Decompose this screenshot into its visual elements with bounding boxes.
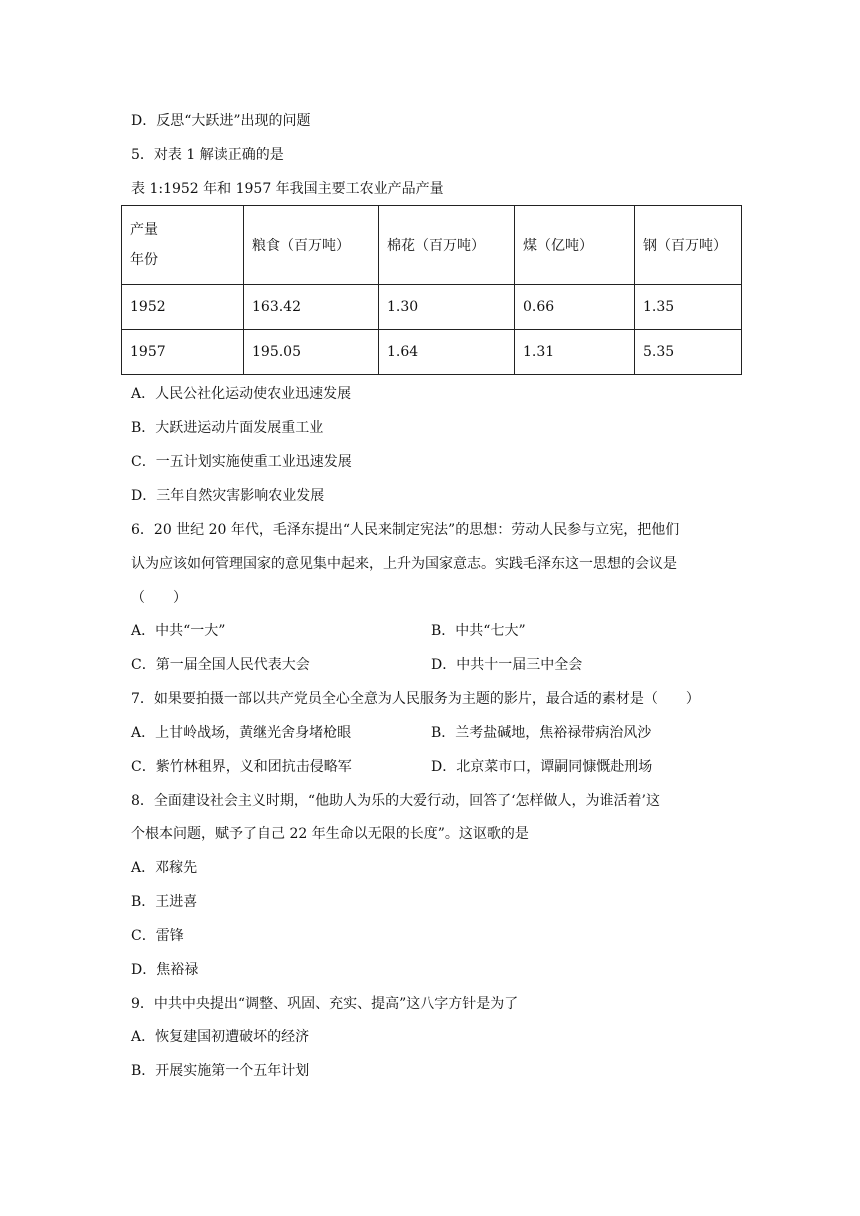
table-corner-header (122, 206, 244, 285)
table-cell: 1.30 (379, 285, 515, 330)
q6-option-c: C．第一届全国人民代表大会 (131, 657, 310, 673)
q5-option-d: D．三年自然灾害影响农业发展 (131, 488, 325, 504)
table-cell: 1957 (122, 330, 244, 375)
header-bottom: 年份 (130, 252, 158, 268)
q5-option-b: B．大跃进运动片面发展重工业 (131, 420, 324, 436)
table-caption: 表 1:1952 年和 1957 年我国主要工农业产品产量 (131, 181, 444, 197)
q9-option-b: B．开展实施第一个五年计划 (131, 1063, 310, 1079)
q8-option-c: C．雷锋 (131, 928, 184, 944)
table-cell: 0.66 (515, 285, 635, 330)
table-cell: 195.05 (244, 330, 379, 375)
q6-option-a: A．中共“一大” (131, 623, 226, 639)
q5-stem: 5．对表 1 解读正确的是 (131, 147, 284, 163)
q6-option-b: B．中共“七大” (431, 623, 526, 639)
q9-option-a: A．恢复建国初遭破坏的经济 (131, 1029, 310, 1045)
col-header: 粮食（百万吨） (244, 206, 379, 285)
col-header: 钢（百万吨） (635, 206, 742, 285)
table-cell: 1.31 (515, 330, 635, 375)
q7-option-d: D．北京菜市口，谭嗣同慷慨赴刑场 (431, 759, 653, 775)
q7-option-a: A．上甘岭战场，黄继光舍身堵枪眼 (131, 725, 352, 741)
q9-stem: 9．中共中央提出“调整、巩固、充实、提高”这八字方针是为了 (131, 996, 519, 1012)
q5-option-c: C．一五计划实施使重工业迅速发展 (131, 454, 352, 470)
q7-stem: 7．如果要拍摄一部以共产党员全心全意为人民服务为主题的影片，最合适的素材是（ ） (131, 691, 700, 707)
header-top: 产量 (130, 222, 158, 238)
table-cell: 1952 (122, 285, 244, 330)
q7-option-b: B．兰考盐碱地，焦裕禄带病治风沙 (431, 725, 652, 741)
table-row (122, 285, 742, 330)
q8-option-a: A．邓稼先 (131, 860, 198, 876)
table-cell: 163.42 (244, 285, 379, 330)
col-header: 煤（亿吨） (515, 206, 635, 285)
table-cell: 5.35 (635, 330, 742, 375)
q8-option-b: B．王进喜 (131, 894, 198, 910)
table-cell: 1.35 (635, 285, 742, 330)
q8-stem-line2: 个根本问题，赋予了自己 22 年生命以无限的长度”。这讴歌的是 (131, 826, 529, 842)
table-row (122, 330, 742, 375)
col-header: 棉花（百万吨） (379, 206, 515, 285)
production-table (121, 205, 742, 375)
q7-option-c: C．紫竹林租界，义和团抗击侵略军 (131, 759, 352, 775)
q8-option-d: D．焦裕禄 (131, 962, 199, 978)
q8-stem-line1: 8．全面建设社会主义时期，“他助人为乐的大爱行动，回答了‘怎样做人，为谁活着’这 (131, 793, 660, 809)
q5-option-a: A．人民公社化运动使农业迅速发展 (131, 386, 352, 402)
table-cell: 1.64 (379, 330, 515, 375)
q4-option-d: D．反思“大跃进”出现的问题 (131, 113, 311, 129)
q6-stem-line1: 6．20 世纪 20 年代，毛泽东提出“人民来制定宪法”的思想：劳动人民参与立宪，把他们 (131, 522, 680, 538)
q6-stem-line3: （ ） (131, 590, 187, 606)
q6-stem-line2: 认为应该如何管理国家的意见集中起来，上升为国家意志。实践毛泽东这一思想的会议是 (131, 556, 677, 572)
q6-option-d: D．中共十一届三中全会 (431, 657, 583, 673)
